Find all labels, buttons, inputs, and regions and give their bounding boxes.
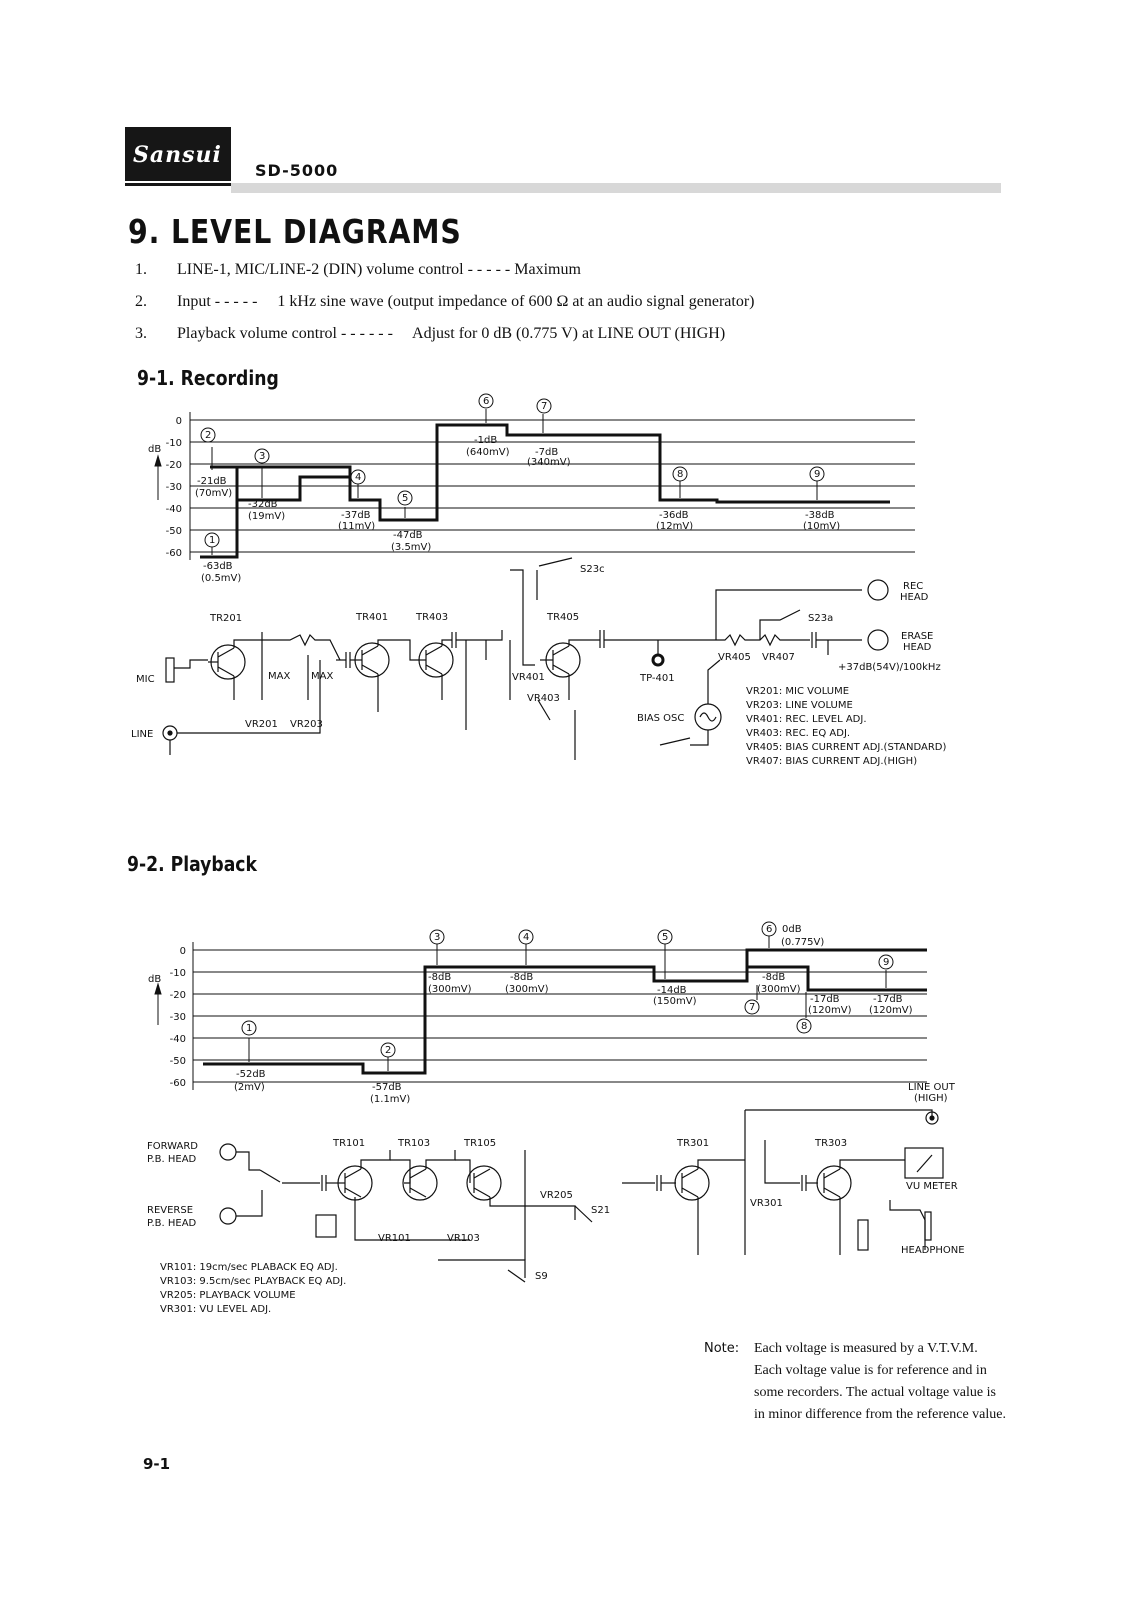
- line-out-label-1: LINE OUT: [908, 1082, 955, 1093]
- rec-legend-6: VR407: BIAS CURRENT ADJ.(HIGH): [746, 756, 918, 767]
- rec-s23c: S23c: [580, 564, 605, 575]
- pb-level-3-db: -8dB: [428, 972, 452, 983]
- pb-point-4: 4: [523, 932, 530, 943]
- headphone-label: HEADPHONE: [901, 1245, 965, 1256]
- rec-level-7-db: -7dB: [535, 447, 559, 458]
- condition-3: [135, 325, 725, 343]
- pb-level-4-mv: (300mV): [505, 984, 549, 995]
- rec-level-2-mv: (70mV): [195, 488, 233, 499]
- pb-level-5-db: -14dB: [657, 985, 687, 996]
- rec-point-2: 2: [205, 430, 212, 441]
- rec-vr407: VR407: [762, 652, 795, 663]
- rec-point-7: 7: [541, 401, 548, 412]
- erase-head-label-2: HEAD: [903, 642, 932, 653]
- rec-legend-5: VR405: BIAS CURRENT ADJ.(STANDARD): [746, 742, 947, 753]
- rec-point-1: 1: [209, 535, 216, 546]
- pb-point-8: 8: [801, 1021, 808, 1032]
- pb-level-7-mv: (300mV): [757, 984, 801, 995]
- rec-level-9-db: -38dB: [805, 510, 835, 521]
- rec-level-6-db: -1dB: [474, 435, 498, 446]
- pb-tick-20: -20: [169, 990, 186, 1001]
- sansui-logo: [125, 127, 231, 181]
- rec-point-5: 5: [402, 493, 409, 504]
- rec-tick-20: -20: [165, 460, 182, 471]
- pb-tr105: TR105: [464, 1138, 497, 1149]
- rec-level-3-mv: (19mV): [248, 511, 286, 522]
- rev-head-label-1: REVERSE: [147, 1205, 194, 1216]
- pb-vr301: VR301: [750, 1198, 783, 1209]
- page-title: 9. LEVEL DIAGRAMS: [128, 212, 462, 251]
- condition-3-text: Playback volume control - - - - - - Adjust for 0 dB (0.775 V) at LINE OUT (HIGH): [177, 325, 726, 342]
- pb-vr205: VR205: [540, 1190, 573, 1201]
- brand-name: Sansui: [133, 142, 222, 168]
- rec-line-label: LINE: [131, 729, 154, 740]
- rec-s23a: S23a: [808, 613, 834, 624]
- pb-level-2-mv: (1.1mV): [370, 1094, 411, 1105]
- pb-tick-60: -60: [169, 1078, 186, 1089]
- pb-tick-10: -10: [169, 968, 186, 979]
- rec-legend-1: VR201: MIC VOLUME: [746, 686, 850, 697]
- pb-tick-40: -40: [169, 1034, 186, 1045]
- condition-1: [135, 261, 581, 279]
- rec-level-1-mv: (0.5mV): [201, 573, 242, 584]
- rec-tick-10: -10: [165, 438, 182, 449]
- model-number: SD-5000: [255, 161, 339, 180]
- rec-tick-0: 0: [175, 416, 182, 427]
- rec-axis-unit: dB: [148, 444, 162, 455]
- condition-1-text: LINE-1, MIC/LINE-2 (DIN) volume control - - - - - Maximum: [177, 261, 581, 278]
- rec-mic-label: MIC: [136, 674, 155, 685]
- pb-level-9-mv: (120mV): [869, 1005, 913, 1016]
- rec-vr401: VR401: [512, 672, 545, 683]
- note-label: Note:: [704, 1341, 740, 1356]
- rec-legend-3: VR401: REC. LEVEL ADJ.: [746, 714, 867, 725]
- rec-level-4-mv: (11mV): [338, 521, 376, 532]
- rec-level-7-mv: (340mV): [527, 457, 571, 468]
- rec-level-8-mv: (12mV): [656, 521, 694, 532]
- pb-tr103: TR103: [398, 1138, 431, 1149]
- rec-point-6: 6: [483, 396, 490, 407]
- pb-level-6-db: 0dB: [782, 924, 802, 935]
- rec-tick-30: -30: [165, 482, 182, 493]
- erase-head-label-1: ERASE: [901, 631, 934, 642]
- fwd-head-label-2: P.B. HEAD: [147, 1154, 197, 1165]
- pb-s21: S21: [591, 1205, 611, 1216]
- rec-level-4-db: -37dB: [341, 510, 371, 521]
- pb-tr303: TR303: [815, 1138, 848, 1149]
- pb-point-5: 5: [662, 932, 669, 943]
- pb-point-6: 6: [766, 924, 773, 935]
- pb-vr103: VR103: [447, 1233, 480, 1244]
- rec-vr201: VR201: [245, 719, 278, 730]
- rec-tr403: TR403: [416, 612, 449, 623]
- pb-level-1-db: -52dB: [236, 1069, 266, 1080]
- playback-schematic: [220, 1110, 943, 1282]
- condition-2: [135, 293, 754, 311]
- pb-tick-0: 0: [179, 946, 186, 957]
- rec-bias-level: +37dB(54V)/100kHz: [838, 662, 941, 673]
- pb-legend-3: VR205: PLAYBACK VOLUME: [160, 1290, 296, 1301]
- pb-s9: S9: [535, 1271, 548, 1282]
- playback-heading: 9-2. Playback: [127, 852, 257, 876]
- pb-level-8-db: -17dB: [810, 994, 840, 1005]
- pb-tr301: TR301: [677, 1138, 710, 1149]
- pb-level-4-db: -8dB: [510, 972, 534, 983]
- pb-level-1-mv: (2mV): [234, 1082, 265, 1093]
- pb-legend-2: VR103: 9.5cm/sec PLAYBACK EQ ADJ.: [160, 1276, 347, 1287]
- rec-tr201: TR201: [210, 613, 243, 624]
- rec-legend-2: VR203: LINE VOLUME: [746, 700, 853, 711]
- rec-level-2-db: -21dB: [197, 476, 227, 487]
- pb-point-7: 7: [749, 1002, 756, 1013]
- rec-level-3-db: -32dB: [248, 499, 278, 510]
- page-number: 9-1: [143, 1455, 171, 1473]
- pb-tick-30: -30: [169, 1012, 186, 1023]
- rec-bias-osc: BIAS OSC: [637, 713, 685, 724]
- rev-head-label-2: P.B. HEAD: [147, 1218, 197, 1229]
- rec-level-9-mv: (10mV): [803, 521, 841, 532]
- rec-tr401: TR401: [356, 612, 389, 623]
- pb-vr101: VR101: [378, 1233, 411, 1244]
- recording-heading: 9-1. Recording: [137, 366, 279, 390]
- pb-point-9: 9: [883, 957, 890, 968]
- pb-level-3-mv: (300mV): [428, 984, 472, 995]
- rec-tick-60: -60: [165, 548, 182, 559]
- rec-max-2: MAX: [311, 671, 334, 682]
- pb-tr101: TR101: [333, 1138, 366, 1149]
- rec-point-8: 8: [677, 469, 684, 480]
- rec-vr403: VR403: [527, 693, 560, 704]
- rec-point-9: 9: [814, 469, 821, 480]
- condition-1-num: 1.: [135, 261, 147, 278]
- line-out-label-2: (HIGH): [914, 1093, 948, 1104]
- rec-point-3: 3: [259, 451, 266, 462]
- measurement-note: [704, 1338, 1008, 1426]
- rec-max-1: MAX: [268, 671, 291, 682]
- rec-tp401: TP-401: [640, 673, 675, 684]
- rec-level-5-mv: (3.5mV): [391, 542, 432, 553]
- rec-level-6-mv: (640mV): [466, 447, 510, 458]
- rec-level-8-db: -36dB: [659, 510, 689, 521]
- note-text: Each voltage is measured by a V.T.V.M. Each voltage value is for reference and in some recorders. The actual voltage value is in minor difference from the reference value.: [754, 1341, 1006, 1422]
- rec-tr405: TR405: [547, 612, 580, 623]
- recording-level-diagram: [0, 390, 1132, 790]
- pb-point-3: 3: [434, 932, 441, 943]
- header-rule: [231, 183, 1001, 193]
- condition-2-text: Input - - - - - 1 kHz sine wave (output impedance of 600 Ω at an audio signal generator): [177, 293, 755, 310]
- header-rule-dark: [125, 183, 231, 186]
- pb-level-5-mv: (150mV): [653, 996, 697, 1007]
- pb-level-8-mv: (120mV): [808, 1005, 852, 1016]
- rec-point-4: 4: [355, 472, 362, 483]
- pb-legend-1: VR101: 19cm/sec PLABACK EQ ADJ.: [160, 1262, 338, 1273]
- playback-level-diagram: [0, 915, 1132, 1315]
- pb-tick-50: -50: [169, 1056, 186, 1067]
- fwd-head-label-1: FORWARD: [147, 1141, 198, 1152]
- rec-vr203: VR203: [290, 719, 323, 730]
- rec-head-label-1: REC: [903, 581, 924, 592]
- rec-tick-40: -40: [165, 504, 182, 515]
- pb-point-2: 2: [385, 1045, 392, 1056]
- pb-legend-4: VR301: VU LEVEL ADJ.: [160, 1304, 272, 1315]
- rec-level-1-db: -63dB: [203, 561, 233, 572]
- condition-3-num: 3.: [135, 325, 147, 342]
- condition-2-num: 2.: [135, 293, 147, 310]
- pb-level-9-db: -17dB: [873, 994, 903, 1005]
- pb-level-6-mv: (0.775V): [781, 937, 825, 948]
- rec-vr405: VR405: [718, 652, 751, 663]
- vu-meter-label: VU METER: [906, 1181, 958, 1192]
- rec-level-5-db: -47dB: [393, 530, 423, 541]
- pb-point-1: 1: [246, 1023, 253, 1034]
- rec-tick-50: -50: [165, 526, 182, 537]
- rec-head-label-2: HEAD: [900, 592, 929, 603]
- pb-axis-unit: dB: [148, 974, 162, 985]
- rec-legend-4: VR403: REC. EQ ADJ.: [746, 728, 851, 739]
- pb-level-7-db: -8dB: [762, 972, 786, 983]
- pb-level-2-db: -57dB: [372, 1082, 402, 1093]
